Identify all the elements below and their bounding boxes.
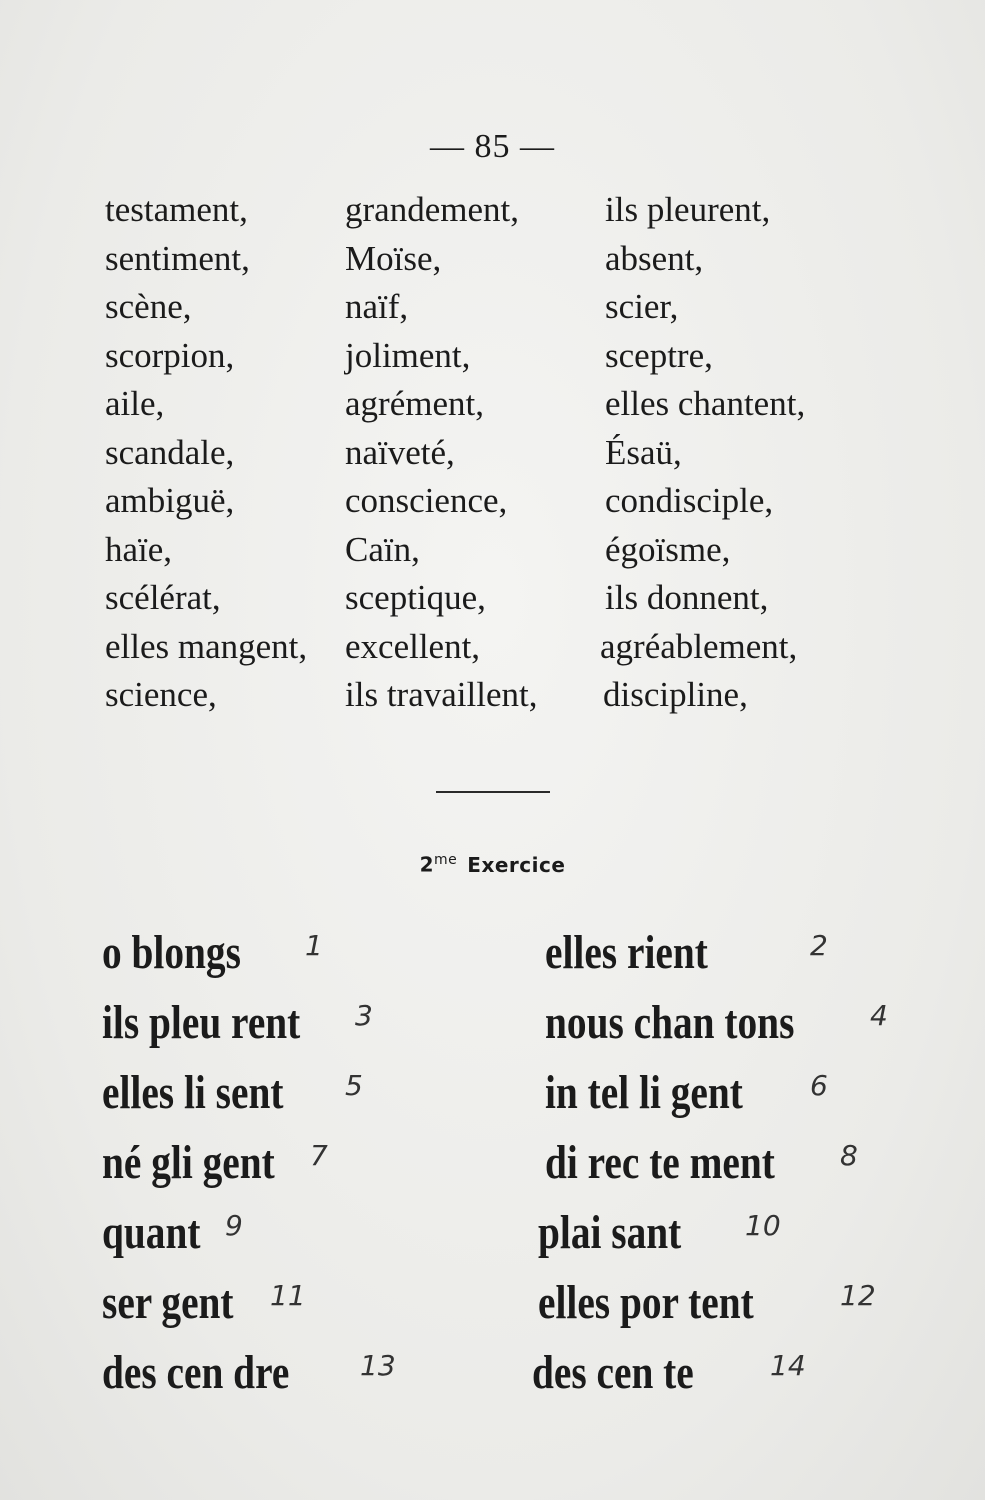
handwritten-number-left: 13 — [360, 1349, 396, 1382]
word-list-cell: scandale, — [105, 432, 235, 472]
word-list-row — [0, 433, 985, 483]
word-list-cell: agrément, — [345, 384, 484, 423]
word-list-cell: ils travaillent, — [345, 675, 538, 714]
word-list-cell: agréablement, — [600, 626, 798, 666]
handwritten-number-left: 11 — [270, 1279, 306, 1312]
drill-word-right: di rec te ment — [545, 1136, 775, 1189]
word-list-cell: naïf, — [345, 287, 409, 326]
word-list-cell: scier, — [605, 287, 679, 326]
handwritten-number-right: 8 — [840, 1139, 858, 1172]
word-list-cell: grandement, — [345, 190, 519, 229]
exercise-title — [0, 852, 985, 877]
word-list-cell: sceptique, — [345, 578, 486, 617]
word-list-cell: elles chantent, — [605, 384, 806, 423]
handwritten-number-right: 12 — [840, 1279, 876, 1312]
word-list-cell: Caïn, — [345, 529, 420, 569]
word-list-cell: aile, — [105, 384, 165, 423]
word-list-cell: scorpion, — [105, 335, 235, 375]
drill-word-right: elles por tent — [538, 1276, 754, 1329]
drill-word-left: elles li sent — [102, 1066, 284, 1119]
word-list-row — [0, 530, 985, 580]
word-list-cell: haïe, — [105, 529, 173, 569]
drill-row — [0, 1135, 985, 1205]
drill-word-left: ils pleu rent — [102, 996, 301, 1049]
word-list-cell: Ésaü, — [605, 432, 682, 472]
drill-row — [0, 1205, 985, 1275]
drill-word-right: elles rient — [545, 926, 708, 979]
exercise-ordinal-suffix: me — [434, 852, 458, 868]
handwritten-number-left: 3 — [355, 999, 373, 1032]
word-list-cell: discipline, — [603, 675, 748, 714]
word-list-row — [0, 578, 985, 628]
page-number: — 85 — — [430, 128, 555, 165]
word-list-cell: naïveté, — [345, 432, 455, 472]
word-list-cell: joliment, — [345, 335, 471, 375]
word-list-cell: excellent, — [345, 626, 481, 666]
word-list-cell: absent, — [605, 238, 704, 278]
drill-word-left: ser gent — [102, 1276, 234, 1329]
word-list-row — [0, 239, 985, 289]
word-list-cell: scélérat, — [105, 578, 221, 617]
drill-row — [0, 995, 985, 1065]
drill-word-right: plai sant — [538, 1206, 682, 1259]
drill-word-left: des cen dre — [102, 1346, 290, 1399]
drill-row — [0, 925, 985, 995]
handwritten-number-right: 14 — [770, 1349, 806, 1382]
word-list-cell: égoïsme, — [605, 529, 731, 569]
drill-word-left: né gli gent — [102, 1136, 275, 1189]
word-list-row — [0, 675, 985, 725]
handwritten-number-left: 7 — [310, 1139, 328, 1172]
drill-row — [0, 1345, 985, 1415]
exercise-ordinal: 2 — [419, 852, 435, 877]
word-list-cell: ils pleurent, — [605, 190, 771, 229]
word-list-row — [0, 190, 985, 240]
word-list-row — [0, 627, 985, 677]
word-list-row — [0, 481, 985, 531]
drill-row — [0, 1275, 985, 1345]
handwritten-number-right: 2 — [810, 929, 828, 962]
word-list-row — [0, 384, 985, 434]
handwritten-number-right: 6 — [810, 1069, 828, 1102]
word-list-row — [0, 287, 985, 337]
handwritten-number-right: 10 — [745, 1209, 781, 1242]
handwritten-number-left: 1 — [305, 929, 323, 962]
word-list-cell: sentiment, — [105, 238, 250, 278]
drill-word-right: in tel li gent — [545, 1066, 743, 1119]
word-list-cell: sceptre, — [605, 335, 713, 375]
drill-word-right: nous chan tons — [545, 996, 795, 1049]
drill-word-right: des cen te — [532, 1346, 694, 1399]
word-list-row — [0, 336, 985, 386]
word-list-cell: Moïse, — [345, 238, 442, 278]
word-list-cell: ambiguë, — [105, 481, 235, 520]
handwritten-number-left: 9 — [225, 1209, 243, 1242]
drill-word-left: o blongs — [102, 926, 241, 979]
word-list-cell: conscience, — [345, 481, 508, 520]
handwritten-number-right: 4 — [870, 999, 888, 1032]
handwritten-number-left: 5 — [345, 1069, 363, 1102]
exercise-label: Exercice — [467, 852, 566, 877]
word-list-cell: ils donnent, — [605, 578, 769, 617]
word-list-cell: condisciple, — [605, 481, 774, 520]
word-list-cell: elles mangent, — [105, 626, 308, 666]
word-list-cell: scène, — [105, 287, 192, 326]
drill-word-left: quant — [102, 1206, 201, 1259]
word-list-cell: science, — [105, 675, 217, 714]
section-divider — [436, 791, 550, 793]
word-list-cell: testament, — [105, 190, 248, 229]
drill-row — [0, 1065, 985, 1135]
